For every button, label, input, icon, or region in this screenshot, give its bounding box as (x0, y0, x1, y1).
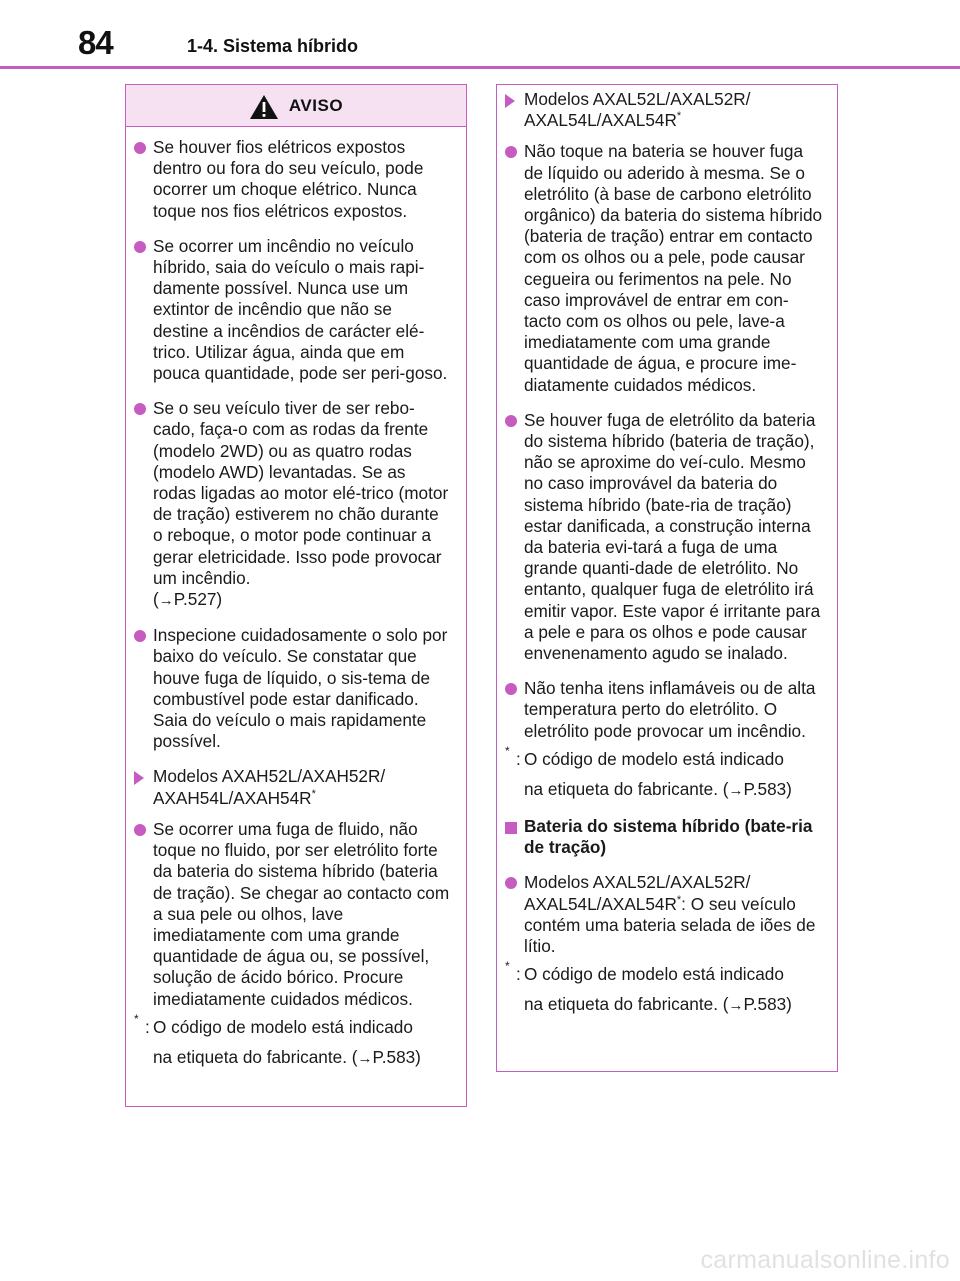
bullet-text: Inspecione cuidadosamente o solo por baixo do veículo. Se constatar que houve fuga de líquido, o sis-tema de combustível pode estar danificado. Saia do veículo o mais rapidamente possível. (153, 625, 448, 752)
bullet-text-pre: Modelos AXAL52L/AXAL52R/ AXAL54L/AXAL54R (524, 872, 751, 914)
arrow-right-icon: → (728, 781, 744, 799)
arrow-right-icon: → (158, 592, 174, 610)
bullet-item (134, 819, 452, 1010)
footnote (134, 1012, 452, 1074)
section-title: 1-4. Sistema híbrido (187, 36, 359, 56)
bullet-dot-icon (134, 403, 146, 415)
bullet-text: Se houver fios elétricos expostos dentro ou fora do seu veículo, pode ocorrer um choque elétrico. Nunca toque nos fios elétricos expostos. (153, 137, 424, 221)
footnote-line: na etiqueta do fabricante. ( (153, 1046, 358, 1067)
footnote-line: O código de modelo está indicado (153, 1016, 413, 1037)
models-heading-text: Modelos AXAL52L/AXAL52R/ AXAL54L/AXAL54R (524, 89, 751, 131)
bullet-text: Se ocorrer uma fuga de fluido, não toque no fluido, por ser eletrólito forte da bateria do sistema híbrido (bateria de tração). Se chegar ao contacto com a sua pele ou olhos, lave imediatamente com uma grande quantidade de água ou, se possível, solução de ácido bórico. Procure imediatamente cuidados médicos. (153, 818, 450, 1009)
footnote-marker: * (134, 1011, 139, 1026)
bullet-dot-icon (134, 630, 146, 642)
footnote-colon: : (516, 748, 521, 769)
warning-box-right (496, 84, 838, 1072)
warning-triangle-icon (249, 94, 279, 120)
footnote-colon: : (516, 964, 521, 985)
bullet-dot-icon (134, 824, 146, 836)
bullet-item (505, 410, 823, 664)
triangle-bullet-icon (505, 94, 515, 108)
bullet-text: Não toque na bateria se houver fuga de líquido ou aderido à mesma. Se o eletrólito (à base de carbono eletrólito orgânico) da bateria do sistema híbrido (bateria de tração) entrar em contacto com os olhos ou a pele, pode causar cegueira ou ferimentos na pele. No caso improvável de entrar em con-tacto com os olhos ou pele, lave-a imediatamente com uma grande quantidade de água, e procure ime-diatamente cuidados médicos. (524, 141, 823, 395)
bullet-text: Se houver fuga de eletrólito da bateria do sistema híbrido (bateria de tração), não se aproxime do veí-culo. Mesmo no caso improvável da bateria do sistema híbrido (bate-ria de tração) estar danificada, a construção interna da bateria evi-tará a fuga de uma grande quanti-dade de eletrólito. No entanto, qualquer fuga de eletrólito irá emitir vapor. Este vapor é irritante para a pele e para os olhos e pode causar envenenamento agudo se inalado. (524, 409, 821, 664)
warning-box-body (497, 85, 837, 1021)
arrow-right-icon: → (728, 997, 744, 1015)
models-heading (505, 89, 823, 131)
watermark: carmanualsonline.info (700, 1246, 950, 1274)
warning-box-left (125, 84, 467, 1107)
page-header (0, 0, 960, 70)
page-ref-link[interactable]: P.583) (372, 1046, 421, 1067)
footnote-line: O código de modelo está indicado (524, 748, 784, 769)
warning-box-header (126, 85, 466, 127)
header-rule (0, 66, 960, 69)
footnote-asterisk: * (676, 893, 682, 906)
section-heading-text: Bateria do sistema híbrido (bate-ria de tração) (524, 815, 813, 858)
page-ref-link[interactable]: P.583) (743, 994, 792, 1015)
footnote-asterisk: * (311, 787, 316, 800)
page-ref-link[interactable]: P.527) (173, 589, 223, 610)
section-heading (505, 816, 823, 858)
footnote-line: na etiqueta do fabricante. ( (524, 994, 729, 1015)
footnote-line: na etiqueta do fabricante. ( (524, 778, 729, 799)
bullet-item (505, 678, 823, 742)
triangle-bullet-icon (134, 771, 144, 785)
bullet-item (134, 137, 452, 222)
bullet-item (505, 872, 823, 957)
square-bullet-icon (505, 822, 517, 834)
bullet-item (505, 141, 823, 395)
page-number: 84 (78, 24, 113, 61)
footnote-asterisk: * (676, 110, 682, 123)
footnote (505, 959, 823, 1021)
warning-box-body (126, 127, 466, 1074)
bullet-dot-icon (505, 683, 517, 695)
models-heading (134, 766, 452, 808)
footnote-marker: * (505, 743, 510, 758)
footnote-marker: * (505, 959, 510, 974)
bullet-text: Se ocorrer um incêndio no veículo híbrido, saia do veículo o mais rapi-damente possível. Nunca use um extintor de incêndio que não se destine a incêndios de carácter elé-trico. Utilizar água, ainda que em pouca quantidade, pode ser peri-goso. (153, 235, 448, 384)
bullet-text: Não tenha itens inflamáveis ou de alta temperatura perto do eletrólito. O eletrólito pode provocar um incêndio. (524, 678, 816, 741)
footnote-line: O código de modelo está indicado (524, 964, 784, 985)
bullet-dot-icon (134, 142, 146, 154)
page-ref-link[interactable]: P.583) (743, 778, 792, 799)
bullet-dot-icon (505, 146, 517, 158)
models-heading-text: Modelos AXAH52L/AXAH52R/ AXAH54L/AXAH54R (153, 766, 386, 808)
bullet-dot-icon (134, 241, 146, 253)
warning-box-title: AVISO (288, 95, 344, 115)
bullet-text (153, 398, 452, 611)
footnote-colon: : (145, 1016, 150, 1037)
bullet-item (134, 625, 452, 752)
arrow-right-icon: → (357, 1049, 373, 1067)
bullet-item (134, 398, 452, 611)
footnote (505, 744, 823, 806)
bullet-text-post: : O seu veículo contém uma bateria selada de iões de lítio. (524, 893, 816, 956)
bullet-item (134, 236, 452, 384)
bullet-dot-icon (505, 415, 517, 427)
bullet-dot-icon (505, 877, 517, 889)
page-ref-open: ( (153, 589, 159, 610)
bullet-text-body: Se o seu veículo tiver de ser rebo-cado, faça-o com as rodas da frente (modelo 2WD) ou as quatro rodas (modelo AWD) levantadas. Se as rodas ligadas ao motor elé-trico (motor de tração) estiverem no chão durante o reboque, o motor pode continuar a gerar eletricidade. Isso pode provocar um incêndio. (153, 398, 449, 588)
